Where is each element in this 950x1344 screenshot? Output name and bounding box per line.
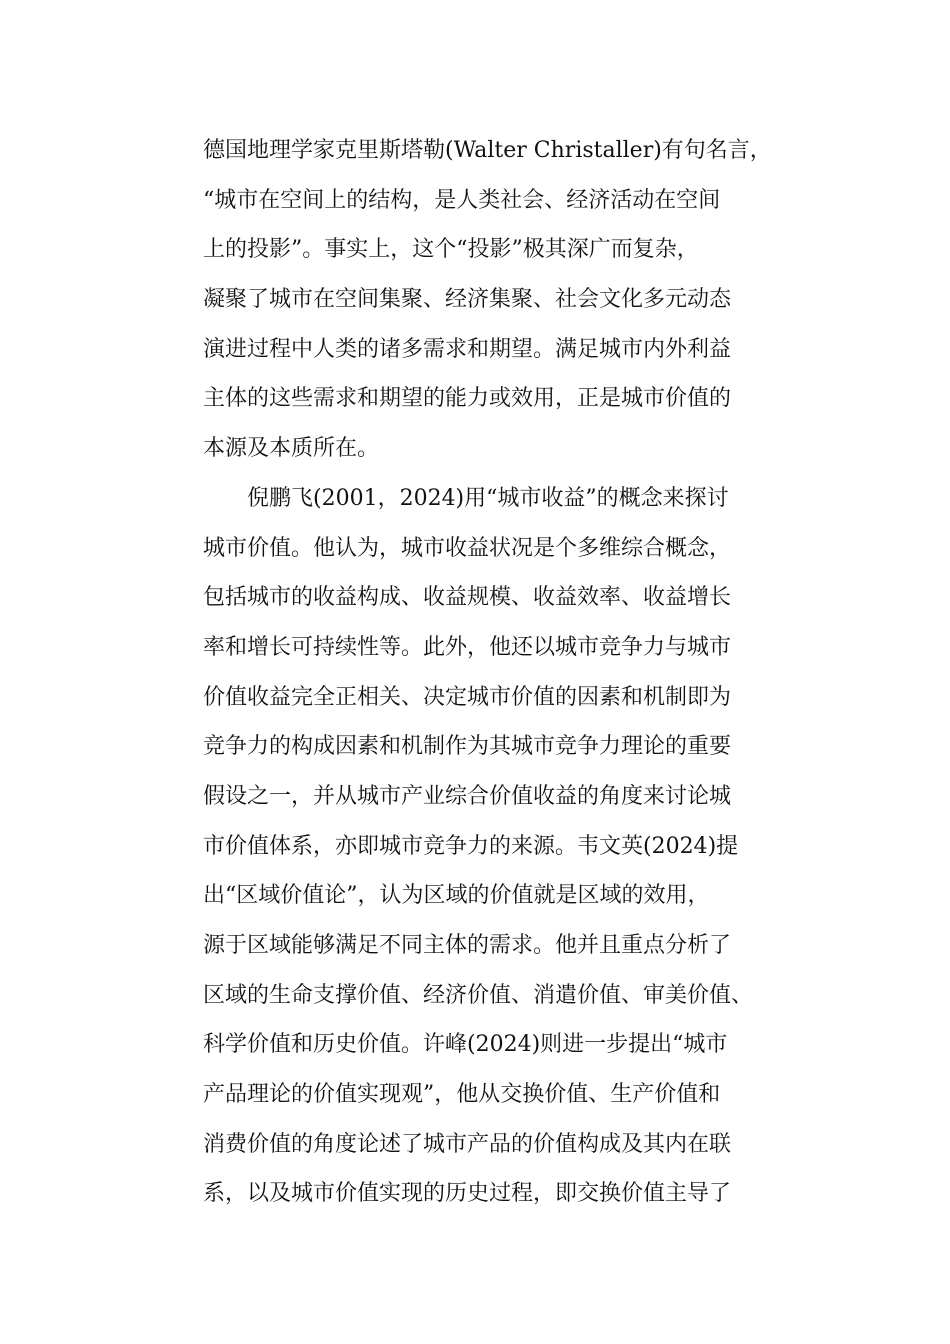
text-line: 科学价值和历史价值。许峰(2024)则进一步提出“城市 bbox=[203, 1032, 728, 1058]
text-line-indented: 倪鹏飞(2001，2024)用“城市收益”的概念来探讨 bbox=[247, 485, 729, 511]
text-line: 率和增长可持续性等。此外，他还以城市竞争力与城市 bbox=[203, 634, 732, 660]
text-line: 主体的这些需求和期望的能力或效用，正是城市价值的 bbox=[203, 386, 732, 412]
text-line: 区域的生命支撑价值、经济价值、消遣价值、审美价值、 bbox=[203, 982, 754, 1008]
text-line: “城市在空间上的结构，是人类社会、经济活动在空间 bbox=[203, 187, 721, 213]
text-line: 出“区域价值论”，认为区域的价值就是区域的效用， bbox=[203, 883, 710, 909]
body-text bbox=[203, 126, 772, 1219]
text-line: 假设之一，并从城市产业综合价值收益的角度来讨论城 bbox=[203, 783, 732, 809]
text-line: 源于区域能够满足不同主体的需求。他并且重点分析了 bbox=[203, 933, 732, 958]
text-line: 城市价值。他认为，城市收益状况是个多维综合概念， bbox=[203, 535, 732, 561]
text-line: 德国地理学家克里斯塔勒(Walter Christaller)有句名言， bbox=[203, 138, 772, 163]
text-line: 系，以及城市价值实现的历史过程，即交换价值主导了 bbox=[203, 1181, 732, 1207]
text-line: 包括城市的收益构成、收益规模、收益效率、收益增长 bbox=[203, 585, 732, 611]
text-line: 竞争力的构成因素和机制作为其城市竞争力理论的重要 bbox=[203, 734, 732, 760]
paragraph-2 bbox=[203, 474, 754, 1219]
text-line: 演进过程中人类的诸多需求和期望。满足城市内外利益 bbox=[203, 336, 732, 362]
paragraph-1 bbox=[203, 126, 772, 474]
text-line: 消费价值的角度论述了城市产品的价值构成及其内在联 bbox=[203, 1131, 732, 1157]
text-line: 凝聚了城市在空间集聚、经济集聚、社会文化多元动态 bbox=[203, 287, 732, 313]
text-line: 本源及本质所在。 bbox=[203, 436, 380, 462]
text-line: 上的投影”。事实上，这个“投影”极其深广而复杂， bbox=[203, 237, 699, 263]
text-line: 产品理论的价值实现观”，他从交换价值、生产价值和 bbox=[203, 1082, 721, 1108]
text-line: 市价值体系，亦即城市竞争力的来源。韦文英(2024)提 bbox=[203, 833, 739, 859]
text-line: 价值收益完全正相关、决定城市价值的因素和机制即为 bbox=[203, 684, 732, 710]
